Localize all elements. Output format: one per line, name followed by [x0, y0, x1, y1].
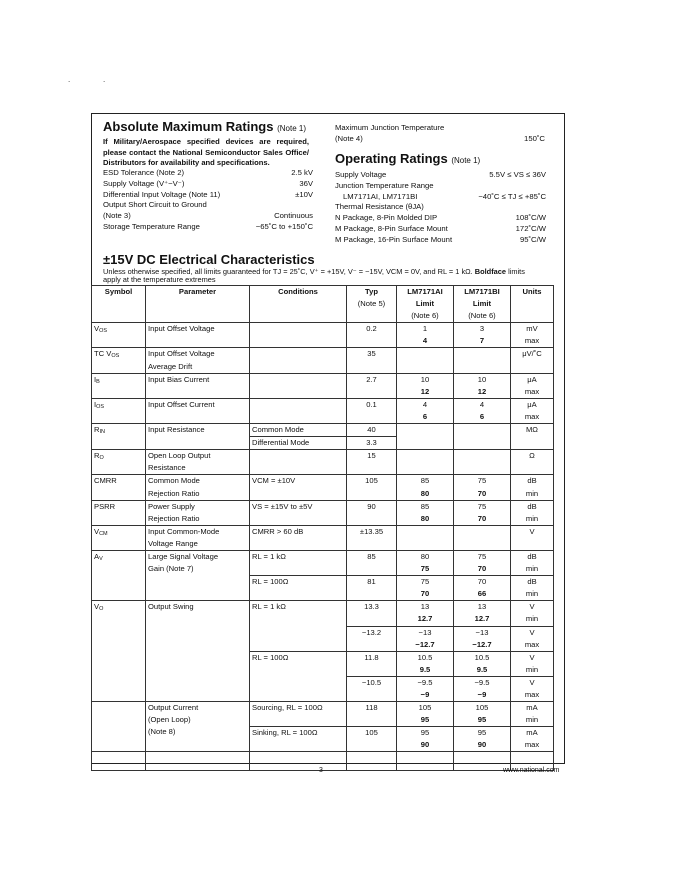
units-cell: μA max	[511, 398, 554, 423]
parameter-cell: Output Current (Open Loop) (Note 8)	[146, 702, 250, 752]
units-cell: mA max	[511, 727, 554, 752]
page-number: 3	[319, 767, 323, 774]
typ-cell: 3.3	[347, 437, 397, 450]
symbol-cell: $R_{IN}$	[92, 424, 146, 450]
parameter-cell: Input Bias Current	[146, 373, 250, 398]
limit-cell: 80 75	[397, 550, 454, 575]
typ-cell: 105	[347, 727, 397, 752]
table-row	[92, 373, 554, 398]
limit-cell: 4 6	[454, 398, 511, 423]
limit-cell: −13 −12.7	[454, 626, 511, 651]
header-parameter: Parameter	[146, 286, 250, 323]
table-row	[92, 323, 554, 348]
rating-row: M Package, 16-Pin Surface Mount 95˚C/W	[335, 234, 546, 244]
dc-spec-table	[91, 285, 554, 771]
units-cell: V min	[511, 651, 554, 676]
conditions-cell	[250, 323, 347, 348]
rating-row: Thermal Resistance (θJA)	[335, 202, 424, 212]
parameter-cell: Common Mode Rejection Ratio	[146, 475, 250, 500]
typ-cell: 0.1	[347, 398, 397, 423]
conditions-cell: CMRR > 60 dB	[250, 525, 347, 550]
header-symbol: Symbol	[92, 286, 146, 323]
typ-cell: 2.7	[347, 373, 397, 398]
typ-cell: 13.3	[347, 601, 397, 626]
rating-row: ESD Tolerance (Note 2) 2.5 kV	[103, 168, 313, 177]
parameter-cell: Input Offset Current	[146, 398, 250, 423]
units-cell: μA max	[511, 373, 554, 398]
typ-cell: 105	[347, 475, 397, 500]
units-cell: dB min	[511, 576, 554, 601]
typ-cell: 85	[347, 550, 397, 575]
conditions-cell: VS = ±15V to ±5V	[250, 500, 347, 525]
limit-cell: 95 90	[397, 727, 454, 752]
junction-temp-list	[335, 123, 545, 145]
rating-row: (Note 4) 150˚C	[335, 133, 545, 143]
typ-cell: 0.2	[347, 323, 397, 348]
table-row	[92, 424, 554, 437]
conditions-cell	[250, 373, 347, 398]
parameter-cell: Large Signal Voltage Gain (Note 7)	[146, 550, 250, 600]
limit-cell: 95 90	[454, 727, 511, 752]
limit-cell: 10.5 9.5	[397, 651, 454, 676]
typ-cell: 35	[347, 348, 397, 373]
rating-row: Storage Temperature Range −65˚C to +150˚C	[103, 221, 313, 231]
units-cell: dB min	[511, 500, 554, 525]
rating-row: Supply Voltage 5.5V ≤ VS ≤ 36V	[335, 170, 546, 179]
header-typ: Typ (Note 5)	[347, 286, 397, 323]
parameter-cell: Input Offset Voltage	[146, 323, 250, 348]
conditions-cell: RL = 1 kΩ	[250, 601, 347, 651]
limit-cell: 75 70	[397, 576, 454, 601]
dc-test-conditions: Unless otherwise specified, all limits guaranteed for TJ = 25˚C, V⁺ = +15V, V⁻ = −15V, VCM = 0V, and RL = 1 kΩ. Boldface limits apply at the temperature extremes	[103, 267, 525, 285]
table-row	[92, 601, 554, 626]
rating-row: M Package, 8-Pin Surface Mount 172˚C/W	[335, 223, 546, 233]
units-cell: V	[511, 525, 554, 550]
header-lm7171bi: LM7171BI Limit (Note 6)	[454, 286, 511, 323]
limit-cell: 1 4	[397, 323, 454, 348]
units-cell: MΩ	[511, 424, 554, 450]
limit-cell: 75 70	[454, 475, 511, 500]
conditions-cell	[250, 450, 347, 475]
rating-row: Differential Input Voltage (Note 11) ±10V	[103, 189, 313, 199]
limit-cell: 85 80	[397, 500, 454, 525]
limit-cell	[397, 450, 454, 475]
conditions-cell	[250, 398, 347, 423]
symbol-cell: PSRR	[92, 500, 146, 525]
limit-cell	[454, 348, 511, 373]
empty-cell	[146, 752, 250, 771]
symbol-cell	[92, 702, 146, 752]
limit-cell: 10 12	[397, 373, 454, 398]
rating-row: (Note 3) Continuous	[103, 211, 313, 221]
limit-cell: 75 70	[454, 500, 511, 525]
limit-cell: 13 12.7	[397, 601, 454, 626]
symbol-cell: $A_V$	[92, 550, 146, 600]
symbol-cell: $I_{OS}$	[92, 398, 146, 423]
conditions-cell: RL = 100Ω	[250, 576, 347, 601]
limit-cell	[454, 424, 511, 450]
limit-cell: 85 80	[397, 475, 454, 500]
limit-cell: 75 70	[454, 550, 511, 575]
typ-cell: −10.5	[347, 676, 397, 701]
table-row	[92, 450, 554, 475]
typ-cell: 40	[347, 424, 397, 437]
limit-cell: 105 95	[397, 702, 454, 727]
header-units: Units	[511, 286, 554, 323]
table-row	[92, 500, 554, 525]
typ-cell: 15	[347, 450, 397, 475]
conditions-cell: Differential Mode	[250, 437, 347, 450]
units-cell: V max	[511, 676, 554, 701]
typ-cell: 118	[347, 702, 397, 727]
limit-cell	[454, 450, 511, 475]
units-cell: V max	[511, 626, 554, 651]
symbol-cell: $V_{OS}$	[92, 323, 146, 348]
empty-cell	[454, 752, 511, 771]
limit-cell	[397, 348, 454, 373]
rating-row: Output Short Circuit to Ground	[103, 200, 207, 210]
table-row	[92, 525, 554, 550]
symbol-cell: TC $V_{OS}$	[92, 348, 146, 373]
conditions-cell: Sinking, RL = 100Ω	[250, 727, 347, 752]
limit-cell: 105 95	[454, 702, 511, 727]
rating-row: Junction Temperature Range	[335, 180, 434, 190]
rating-row: N Package, 8-Pin Molded DIP 108˚C/W	[335, 213, 546, 223]
units-cell: dB min	[511, 550, 554, 575]
parameter-cell: Output Swing	[146, 601, 250, 702]
limit-cell: 13 12.7	[454, 601, 511, 626]
dc-characteristics-title: ±15V DC Electrical Characteristics	[103, 252, 315, 267]
limit-cell: −13 −12.7	[397, 626, 454, 651]
units-cell: mA min	[511, 702, 554, 727]
operating-ratings-title: Operating Ratings (Note 1)	[335, 151, 481, 166]
conditions-cell: Common Mode	[250, 424, 347, 437]
typ-cell: 81	[347, 576, 397, 601]
table-row	[92, 550, 554, 575]
absolute-max-title: Absolute Maximum Ratings (Note 1)	[103, 119, 306, 134]
absolute-max-list	[103, 168, 313, 233]
limit-cell	[397, 525, 454, 550]
operating-ratings-list	[335, 170, 546, 246]
typ-cell: 11.8	[347, 651, 397, 676]
table-row	[92, 398, 554, 423]
symbol-cell: $I_B$	[92, 373, 146, 398]
table-row	[92, 348, 554, 373]
limit-cell: 70 66	[454, 576, 511, 601]
limit-cell: 3 7	[454, 323, 511, 348]
parameter-cell: Input Common-Mode Voltage Range	[146, 525, 250, 550]
units-cell: Ω	[511, 450, 554, 475]
table-row	[92, 702, 554, 727]
limit-cell: −9.5 −9	[454, 676, 511, 701]
empty-cell	[397, 752, 454, 771]
rating-row: Maximum Junction Temperature	[335, 123, 445, 132]
units-cell: V min	[511, 601, 554, 626]
limit-cell: −9.5 −9	[397, 676, 454, 701]
empty-cell	[92, 752, 146, 771]
typ-cell: −13.2	[347, 626, 397, 651]
limit-cell: 10 12	[454, 373, 511, 398]
empty-cell	[347, 752, 397, 771]
empty-cell	[250, 752, 347, 771]
parameter-cell: Open Loop Output Resistance	[146, 450, 250, 475]
limit-cell	[397, 424, 454, 450]
corner-mark: .	[103, 75, 106, 84]
military-note: If Military/Aerospace specified devices are required, please contact the National Semiconductor Sales Office/ Distributors for availability and specifications.	[103, 137, 309, 167]
conditions-cell: VCM = ±10V	[250, 475, 347, 500]
symbol-cell: CMRR	[92, 475, 146, 500]
rating-row: Supply Voltage (V⁺−V⁻) 36V	[103, 178, 313, 188]
parameter-cell: Input Resistance	[146, 424, 250, 450]
table-row	[92, 475, 554, 500]
rating-row: LM7171AI, LM7171BI −40˚C ≤ TJ ≤ +85˚C	[343, 191, 546, 201]
parameter-cell: Input Offset Voltage Average Drift	[146, 348, 250, 373]
conditions-cell: RL = 1 kΩ	[250, 550, 347, 575]
conditions-cell: Sourcing, RL = 100Ω	[250, 702, 347, 727]
header-conditions: Conditions	[250, 286, 347, 323]
symbol-cell: $V_{CM}$	[92, 525, 146, 550]
units-cell: dB min	[511, 475, 554, 500]
table-header-row	[92, 286, 554, 323]
units-cell: mV max	[511, 323, 554, 348]
units-cell: μV/˚C	[511, 348, 554, 373]
symbol-cell: $R_O$	[92, 450, 146, 475]
typ-cell: ±13.35	[347, 525, 397, 550]
header-lm7171ai: LM7171AI Limit (Note 6)	[397, 286, 454, 323]
limit-cell: 4 6	[397, 398, 454, 423]
corner-mark: .	[68, 75, 71, 84]
limit-cell	[454, 525, 511, 550]
limit-cell: 10.5 9.5	[454, 651, 511, 676]
typ-cell: 90	[347, 500, 397, 525]
parameter-cell: Power Supply Rejection Ratio	[146, 500, 250, 525]
conditions-cell	[250, 348, 347, 373]
symbol-cell: $V_O$	[92, 601, 146, 702]
footer-url[interactable]: www.national.com	[503, 767, 560, 774]
conditions-cell: RL = 100Ω	[250, 651, 347, 701]
